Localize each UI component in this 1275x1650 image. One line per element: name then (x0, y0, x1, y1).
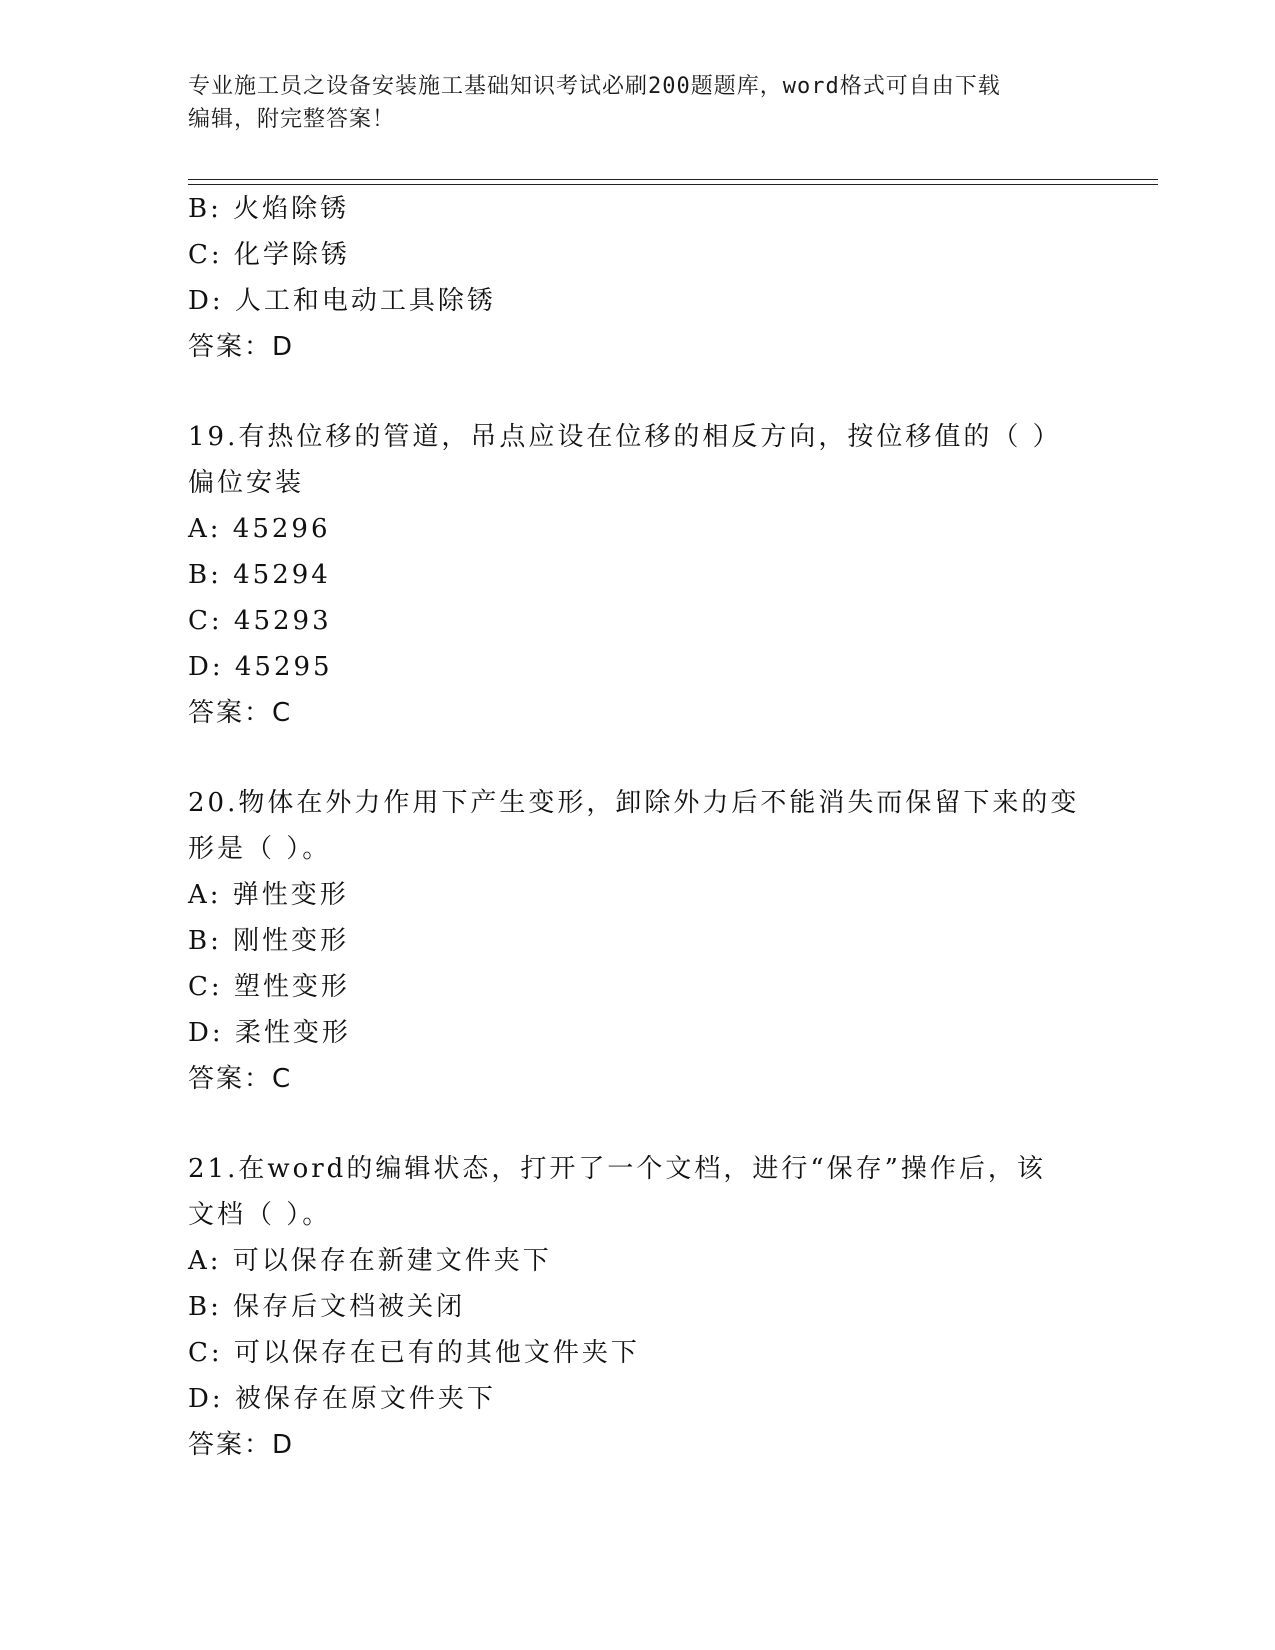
header-title-line-2: 编辑，附完整答案！ (188, 107, 396, 132)
option-b: B: 保存后文档被关闭 (188, 1292, 466, 1322)
question-text-line-2: 偏位安装 (188, 468, 305, 498)
header-title-line-1: 专业施工员之设备安装施工基础知识考试必刷200题题库，word格式可自由下载 (188, 74, 1001, 99)
answer-line: 答案：C (188, 698, 293, 728)
header-divider-top (188, 179, 1158, 180)
question-text-line-2: 形是（ ）。 (188, 834, 332, 864)
answer-line: 答案：C (188, 1064, 293, 1094)
option-d: D: 被保存在原文件夹下 (188, 1384, 496, 1414)
question-block-21 (188, 1146, 1088, 1468)
document-body (188, 186, 1088, 1468)
question-text-line-2: 文档（ ）。 (188, 1200, 332, 1230)
option-d: D: 人工和电动工具除锈 (188, 286, 496, 316)
option-d: D: 45295 (188, 652, 333, 682)
header-divider-bottom (188, 184, 1158, 185)
option-a: A: 弹性变形 (188, 880, 349, 910)
answer-line: 答案：D (188, 332, 295, 362)
option-d: D: 柔性变形 (188, 1018, 351, 1048)
question-text-line-1: 20.物体在外力作用下产生变形，卸除外力后不能消失而保留下来的变 (188, 788, 1080, 818)
question-text-line-1: 21.在word的编辑状态，打开了一个文档，进行“保存”操作后，该 (188, 1154, 1046, 1184)
option-b: B: 刚性变形 (188, 926, 350, 956)
option-a: A: 45296 (188, 514, 331, 544)
option-b: B: 45294 (188, 560, 331, 590)
question-block-18-tail (188, 186, 1088, 370)
option-c: C: 塑性变形 (188, 972, 350, 1002)
option-a: A: 可以保存在新建文件夹下 (188, 1246, 552, 1276)
option-c: C: 45293 (188, 606, 332, 636)
answer-line: 答案：D (188, 1430, 295, 1460)
question-block-20 (188, 780, 1088, 1102)
document-header (188, 70, 1088, 136)
option-c: C: 可以保存在已有的其他文件夹下 (188, 1338, 640, 1368)
question-block-19 (188, 414, 1088, 736)
option-b: B: 火焰除锈 (188, 194, 350, 224)
question-text-line-1: 19.有热位移的管道，吊点应设在位移的相反方向，按位移值的（ ） (188, 422, 1062, 452)
option-c: C: 化学除锈 (188, 240, 350, 270)
